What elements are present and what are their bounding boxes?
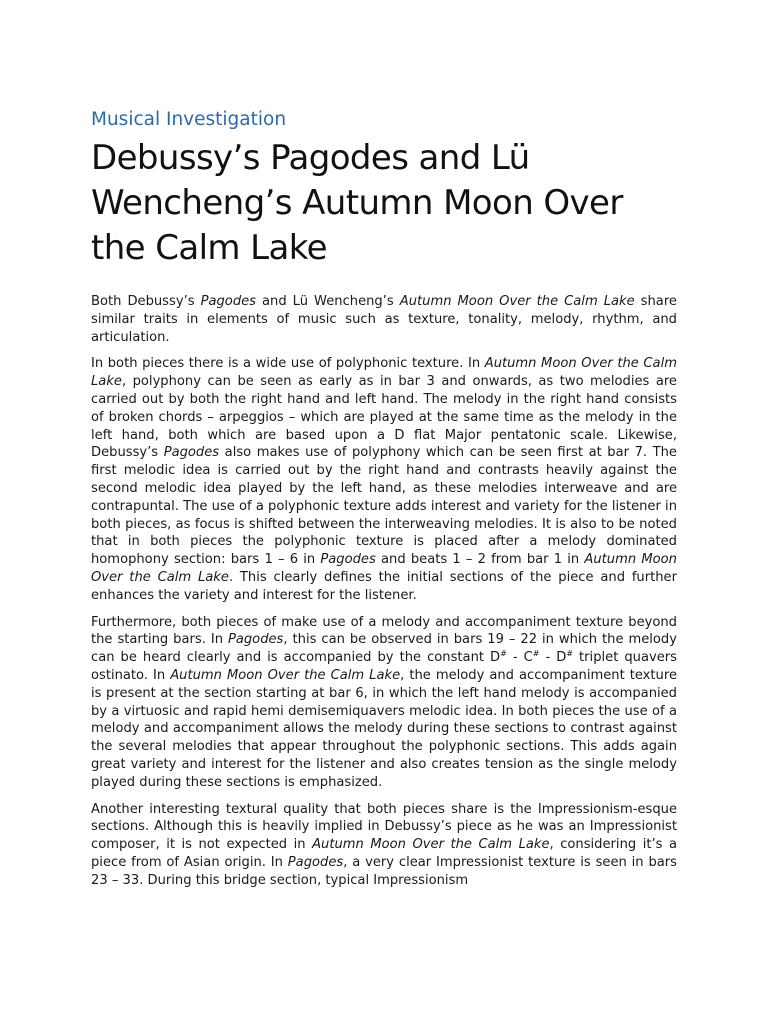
text-run: In both pieces there is a wide use of polyphonic texture. In — [91, 356, 485, 372]
text-run: Furthermore, both pieces of make use of a melody and accompaniment texture beyond the starting bars. In — [91, 614, 677, 648]
italic-title: Autumn Moon Over the Calm Lake — [170, 667, 401, 683]
text-run: triplet quavers ostinato. In — [91, 650, 677, 683]
text-run: , this can be observed in bars 19 – 22 in which the melody can be heard clearly and is accompanied by the constant D — [91, 632, 677, 666]
italic-title: Autumn Moon Over the Calm Lake — [312, 837, 550, 853]
sharp-sign: # — [566, 649, 574, 659]
sharp-sign: # — [532, 649, 540, 659]
text-run: , a very clear Impressionist texture is seen in bars 23 – 33. During this bridge section, typical Impressionism — [91, 854, 677, 888]
document-title: Debussy’s Pagodes and Lü Wencheng’s Autumn Moon Over the Calm Lake — [91, 138, 623, 268]
text-run: and beats 1 – 2 from bar 1 in — [375, 552, 585, 568]
sharp-sign: # — [500, 649, 507, 659]
text-run: , the melody and accompaniment texture is present at the section starting at bar 6, in which the left hand melody is accompanied by a virtuosic and rapid hemi demisemiquavers melodic idea. In both pieces the use of a melody and accompaniment allows the melody during these sections to contrast against the several melodies that appear throughout the polyphonic sections. This adds again great variety and interest for the listener and also creates tension as the single melody played during these sections is emphasized. — [91, 667, 678, 790]
paragraph — [91, 614, 677, 792]
italic-title: Pagodes — [227, 632, 284, 648]
text-run: . This clearly defines the initial sections of the piece and further enhances the variety and interest for the listener. — [91, 569, 677, 603]
italic-title: Autumn Moon Over the Calm Lake — [91, 552, 677, 585]
text-run: - C — [506, 650, 533, 666]
italic-title: Autumn Moon Over the Calm Lake — [91, 356, 677, 390]
text-run: Another interesting textural quality that both pieces share is the Impressionism-esque sections. Although this is heavily implied in Debussy’s piece as he was an Impressionist composer, it is not expected in — [91, 801, 677, 853]
text-run: Both Debussy’s — [91, 294, 201, 309]
paragraph — [91, 293, 677, 346]
text-run: and Lü Wencheng’s — [256, 294, 400, 309]
text-run: , considering it’s a piece from of Asian origin. In — [91, 837, 677, 870]
italic-title: Pagodes — [200, 294, 257, 309]
italic-title: Pagodes — [287, 854, 344, 870]
text-run: share similar traits in elements of music such as texture, tonality, melody, rhythm, and articulation. — [91, 294, 677, 345]
italic-title: Autumn Moon Over the Calm Lake — [399, 294, 635, 309]
document-body — [91, 293, 677, 890]
paragraph — [91, 801, 677, 890]
text-run: - D — [539, 650, 567, 666]
document-page — [91, 106, 677, 899]
italic-title: Pagodes — [320, 552, 376, 568]
document-subtitle: Musical Investigation — [91, 109, 287, 130]
paragraph — [91, 355, 677, 604]
text-run: , polyphony can be seen as early as in bar 3 and onwards, as two melodies are carried out by both the right hand and left hand. The melody in the right hand consists of broken chords – arpeggios – which are played at the same time as the melody in the left hand, both which are based upon a D flat Major pentatonic scale. Likewise, Debussy’s — [91, 374, 677, 461]
text-run: also makes use of polyphony which can be seen first at bar 7. The first melodic idea is carried out by the right hand and contrasts heavily against the second melodic idea played by the left hand, as these melodies interweave and are contrapuntal. The use of a polyphonic texture adds interest and variety for the listener in both pieces, as focus is shifted between the interweaving melodies. It is also to be noted that in both pieces the polyphonic texture is placed after a melody dominated homophony section: bars 1 – 6 in — [91, 445, 677, 568]
italic-title: Pagodes — [163, 445, 220, 461]
